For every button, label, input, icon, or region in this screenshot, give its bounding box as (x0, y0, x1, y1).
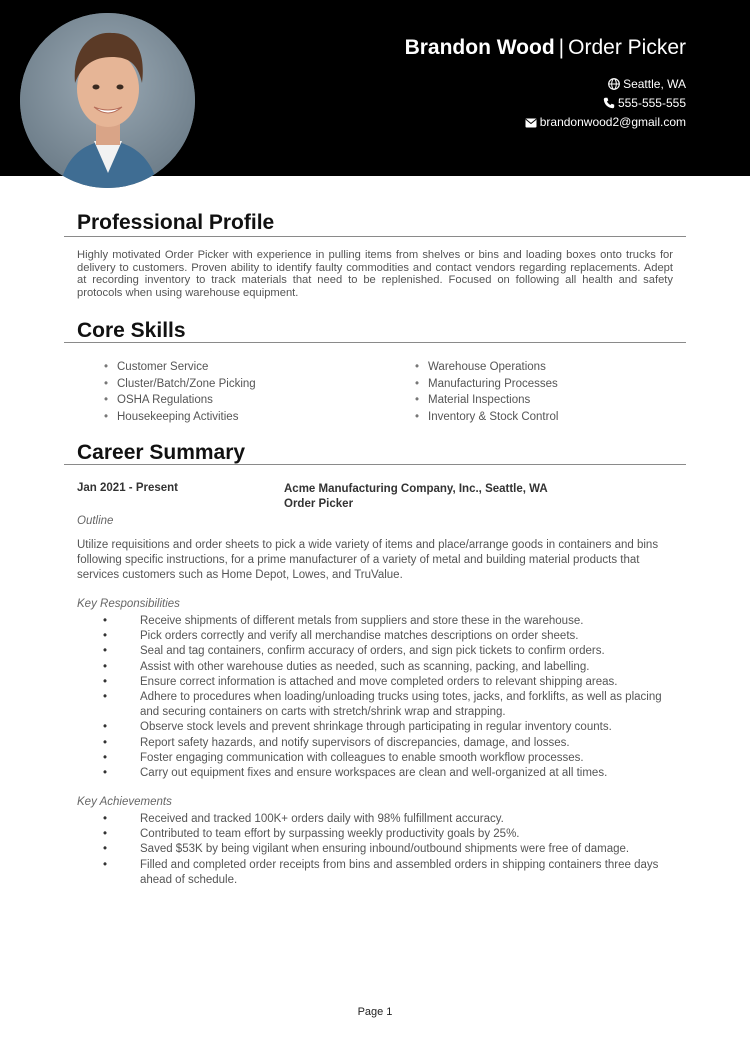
list-item: • Seal and tag containers, confirm accuracy of orders, and sign pick tickets to confirm orders. (77, 644, 677, 659)
contact-list (525, 77, 686, 134)
contact-phone-text: 555-555-555 (617, 96, 686, 110)
career-heading: Career Summary (77, 441, 246, 464)
profile-heading: Professional Profile (77, 211, 275, 234)
skill-item: • Inventory & Stock Control (415, 409, 558, 426)
list-item: • Receive shipments of different metals from suppliers and store these in the warehouse. (77, 614, 677, 629)
responsibilities-list (77, 614, 677, 781)
list-item: • Observe stock levels and prevent shrinkage through participating in regular inventory counts. (77, 720, 677, 735)
skill-item: • Customer Service (104, 359, 256, 376)
skill-item: • Warehouse Operations (415, 359, 558, 376)
job-date: Jan 2021 - Present (77, 482, 179, 494)
phone-icon (603, 97, 615, 109)
envelope-icon (525, 118, 537, 128)
position-title: Order Picker (284, 498, 354, 510)
outline-text: Utilize requisitions and order sheets to pick a wide variety of items and place/arrange goods in containers and bins following specific instructions, for a prime manufacturer of a variety of metal and building material products that services customers such as Home Depot, Lowes, and TruValue. (77, 539, 659, 582)
outline-label: Outline (77, 515, 114, 527)
responsibilities-label: Key Responsibilities (77, 598, 180, 610)
list-item: • Ensure correct information is attached and move completed orders to relevant shipping areas. (77, 675, 677, 690)
achievements-list (77, 812, 677, 888)
skill-item: • Housekeeping Activities (104, 409, 256, 426)
achievements-label: Key Achievements (77, 796, 172, 808)
candidate-name: Brandon Wood (404, 36, 555, 59)
list-item: • Pick orders correctly and verify all merchandise matches descriptions on order sheets. (77, 629, 677, 644)
profile-photo (20, 13, 195, 188)
list-item: • Report safety hazards, and notify supervisors of discrepancies, damage, and losses. (77, 736, 677, 751)
profile-text: Highly motivated Order Picker with experience in pulling items from shelves or bins and loading boxes onto trucks for delivery to customers. Proven ability to identify faulty commodities and contact vendors regarding replacements. Adept at recording inventory to track materials that need to be replenished. Focused on following all health and safety protocols when using warehouse equipment. (77, 249, 673, 299)
globe-icon (608, 78, 620, 90)
skill-item: • Material Inspections (415, 392, 558, 409)
skill-item: • Cluster/Batch/Zone Picking (104, 376, 256, 393)
skills-right-list (415, 359, 558, 425)
name-separator: | (558, 36, 565, 59)
skills-heading: Core Skills (77, 319, 186, 342)
list-item: • Adhere to procedures when loading/unloading trucks using totes, jacks, and forklifts, as well as placing and securing containers on carts with stretch/shrink wrap and strapping. (77, 690, 677, 720)
list-item: • Received and tracked 100K+ orders daily with 98% fulfillment accuracy. (77, 812, 677, 827)
skill-item: • Manufacturing Processes (415, 376, 558, 393)
list-item: • Assist with other warehouse duties as needed, such as scanning, packing, and labelling. (77, 660, 677, 675)
list-item: • Saved $53K by being vigilant when ensuring inbound/outbound shipments were free of damage. (77, 842, 677, 857)
skills-divider (64, 342, 686, 343)
contact-email-text: brandonwood2@gmail.com (539, 115, 686, 129)
list-item: • Foster engaging communication with colleagues to enable smooth workflow processes. (77, 751, 677, 766)
skills-left-list (104, 359, 256, 425)
page-number: Page 1 (357, 1006, 393, 1018)
name-title (405, 36, 686, 60)
contact-email (525, 115, 686, 134)
job-employer (284, 482, 548, 512)
contact-location-text: Seattle, WA (623, 77, 686, 91)
company-name: Acme Manufacturing Company, Inc., Seattle, WA (284, 483, 548, 495)
contact-location (525, 77, 686, 96)
list-item: • Contributed to team effort by surpassing weekly productivity goals by 25%. (77, 827, 677, 842)
job-role: Order Picker (568, 36, 686, 59)
contact-phone (525, 96, 686, 115)
skill-item: • OSHA Regulations (104, 392, 256, 409)
list-item: • Filled and completed order receipts from bins and assembled orders in shipping containers three days ahead of schedule. (77, 858, 677, 888)
career-divider (64, 464, 686, 465)
profile-divider (64, 236, 686, 237)
list-item: • Carry out equipment fixes and ensure workspaces are clean and well-organized at all times. (77, 766, 677, 781)
